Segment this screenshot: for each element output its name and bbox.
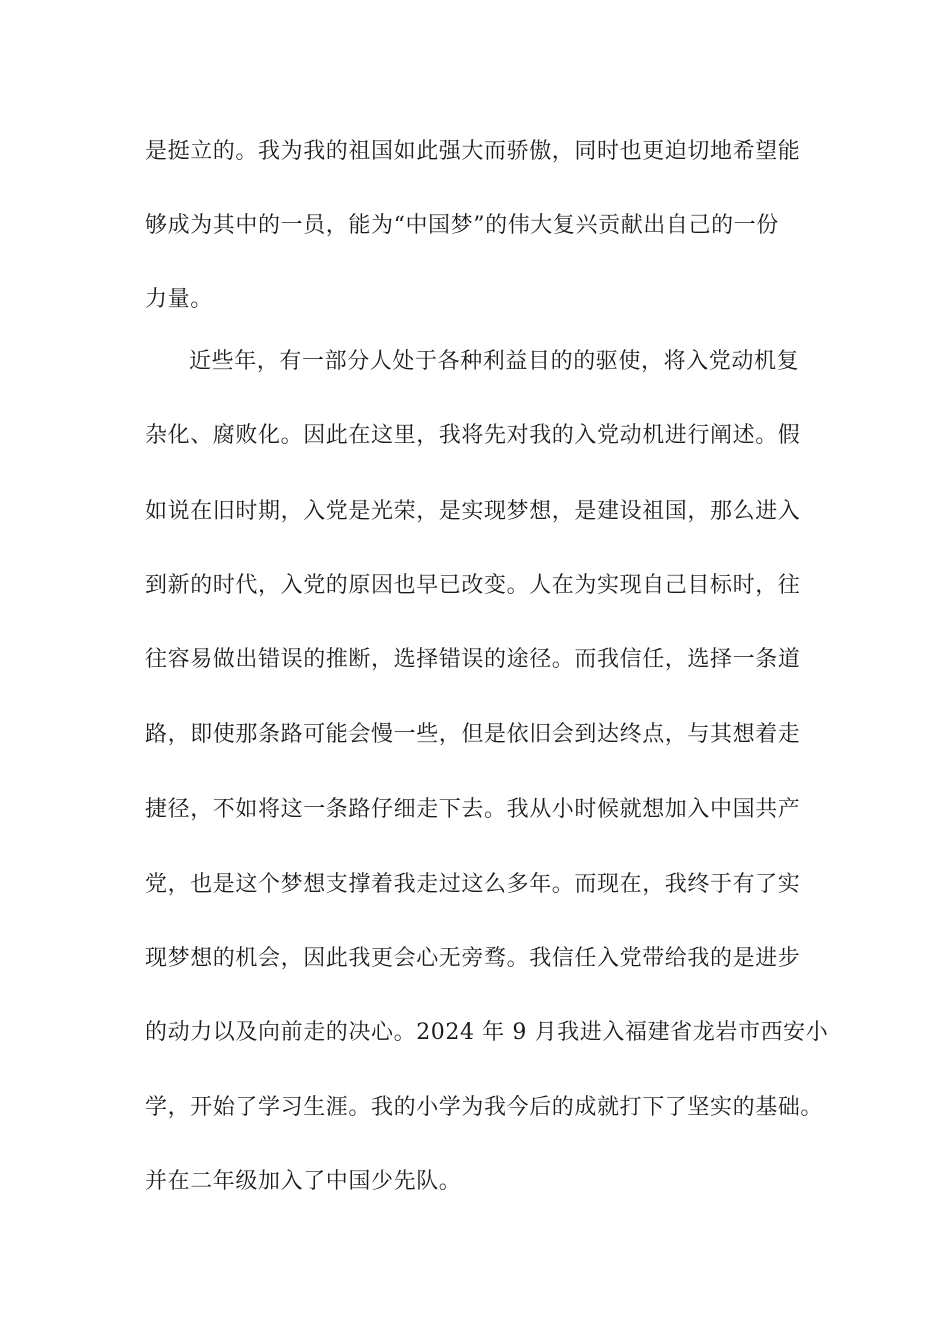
paragraph-line: 捷径，不如将这一条路仔细走下去。我从小时候就想加入中国共产: [145, 797, 801, 822]
paragraph-first-line: 近些年，有一部分人处于各种利益目的的驱使，将入党动机复: [189, 349, 800, 374]
paragraph-line: 够成为其中的一员，能为“中国梦”的伟大复兴贡献出自己的一份: [145, 213, 779, 238]
paragraph-line: 路，即使那条路可能会慢一些，但是依旧会到达终点，与其想着走: [145, 722, 801, 747]
paragraph-line: 学，开始了学习生涯。我的小学为我今后的成就打下了坚实的基础。: [145, 1095, 824, 1120]
paragraph-line: 杂化、腐败化。因此在这里，我将先对我的入党动机进行阐述。假: [145, 423, 801, 448]
paragraph-line: 到新的时代，入党的原因也早已改变。人在为实现自己目标时，往: [145, 573, 801, 598]
paragraph-line: 党，也是这个梦想支撑着我走过这么多年。而现在，我终于有了实: [145, 872, 801, 897]
paragraph-line: 并在二年级加入了中国少先队。: [145, 1169, 462, 1194]
paragraph-line: 往容易做出错误的推断，选择错误的途径。而我信任，选择一条道: [145, 647, 801, 672]
paragraph-line: 的动力以及向前走的决心。2024 年 9 月我进入福建省龙岩市西安小: [145, 1020, 829, 1045]
paragraph-line: 力量。: [145, 287, 213, 312]
paragraph-line: 如说在旧时期，入党是光荣，是实现梦想，是建设祖国，那么进入: [145, 499, 801, 524]
paragraph-line: 是挺立的。我为我的祖国如此强大而骄傲，同时也更迫切地希望能: [145, 139, 801, 164]
paragraph-line: 现梦想的机会，因此我更会心无旁骛。我信任入党带给我的是进步: [145, 946, 801, 971]
